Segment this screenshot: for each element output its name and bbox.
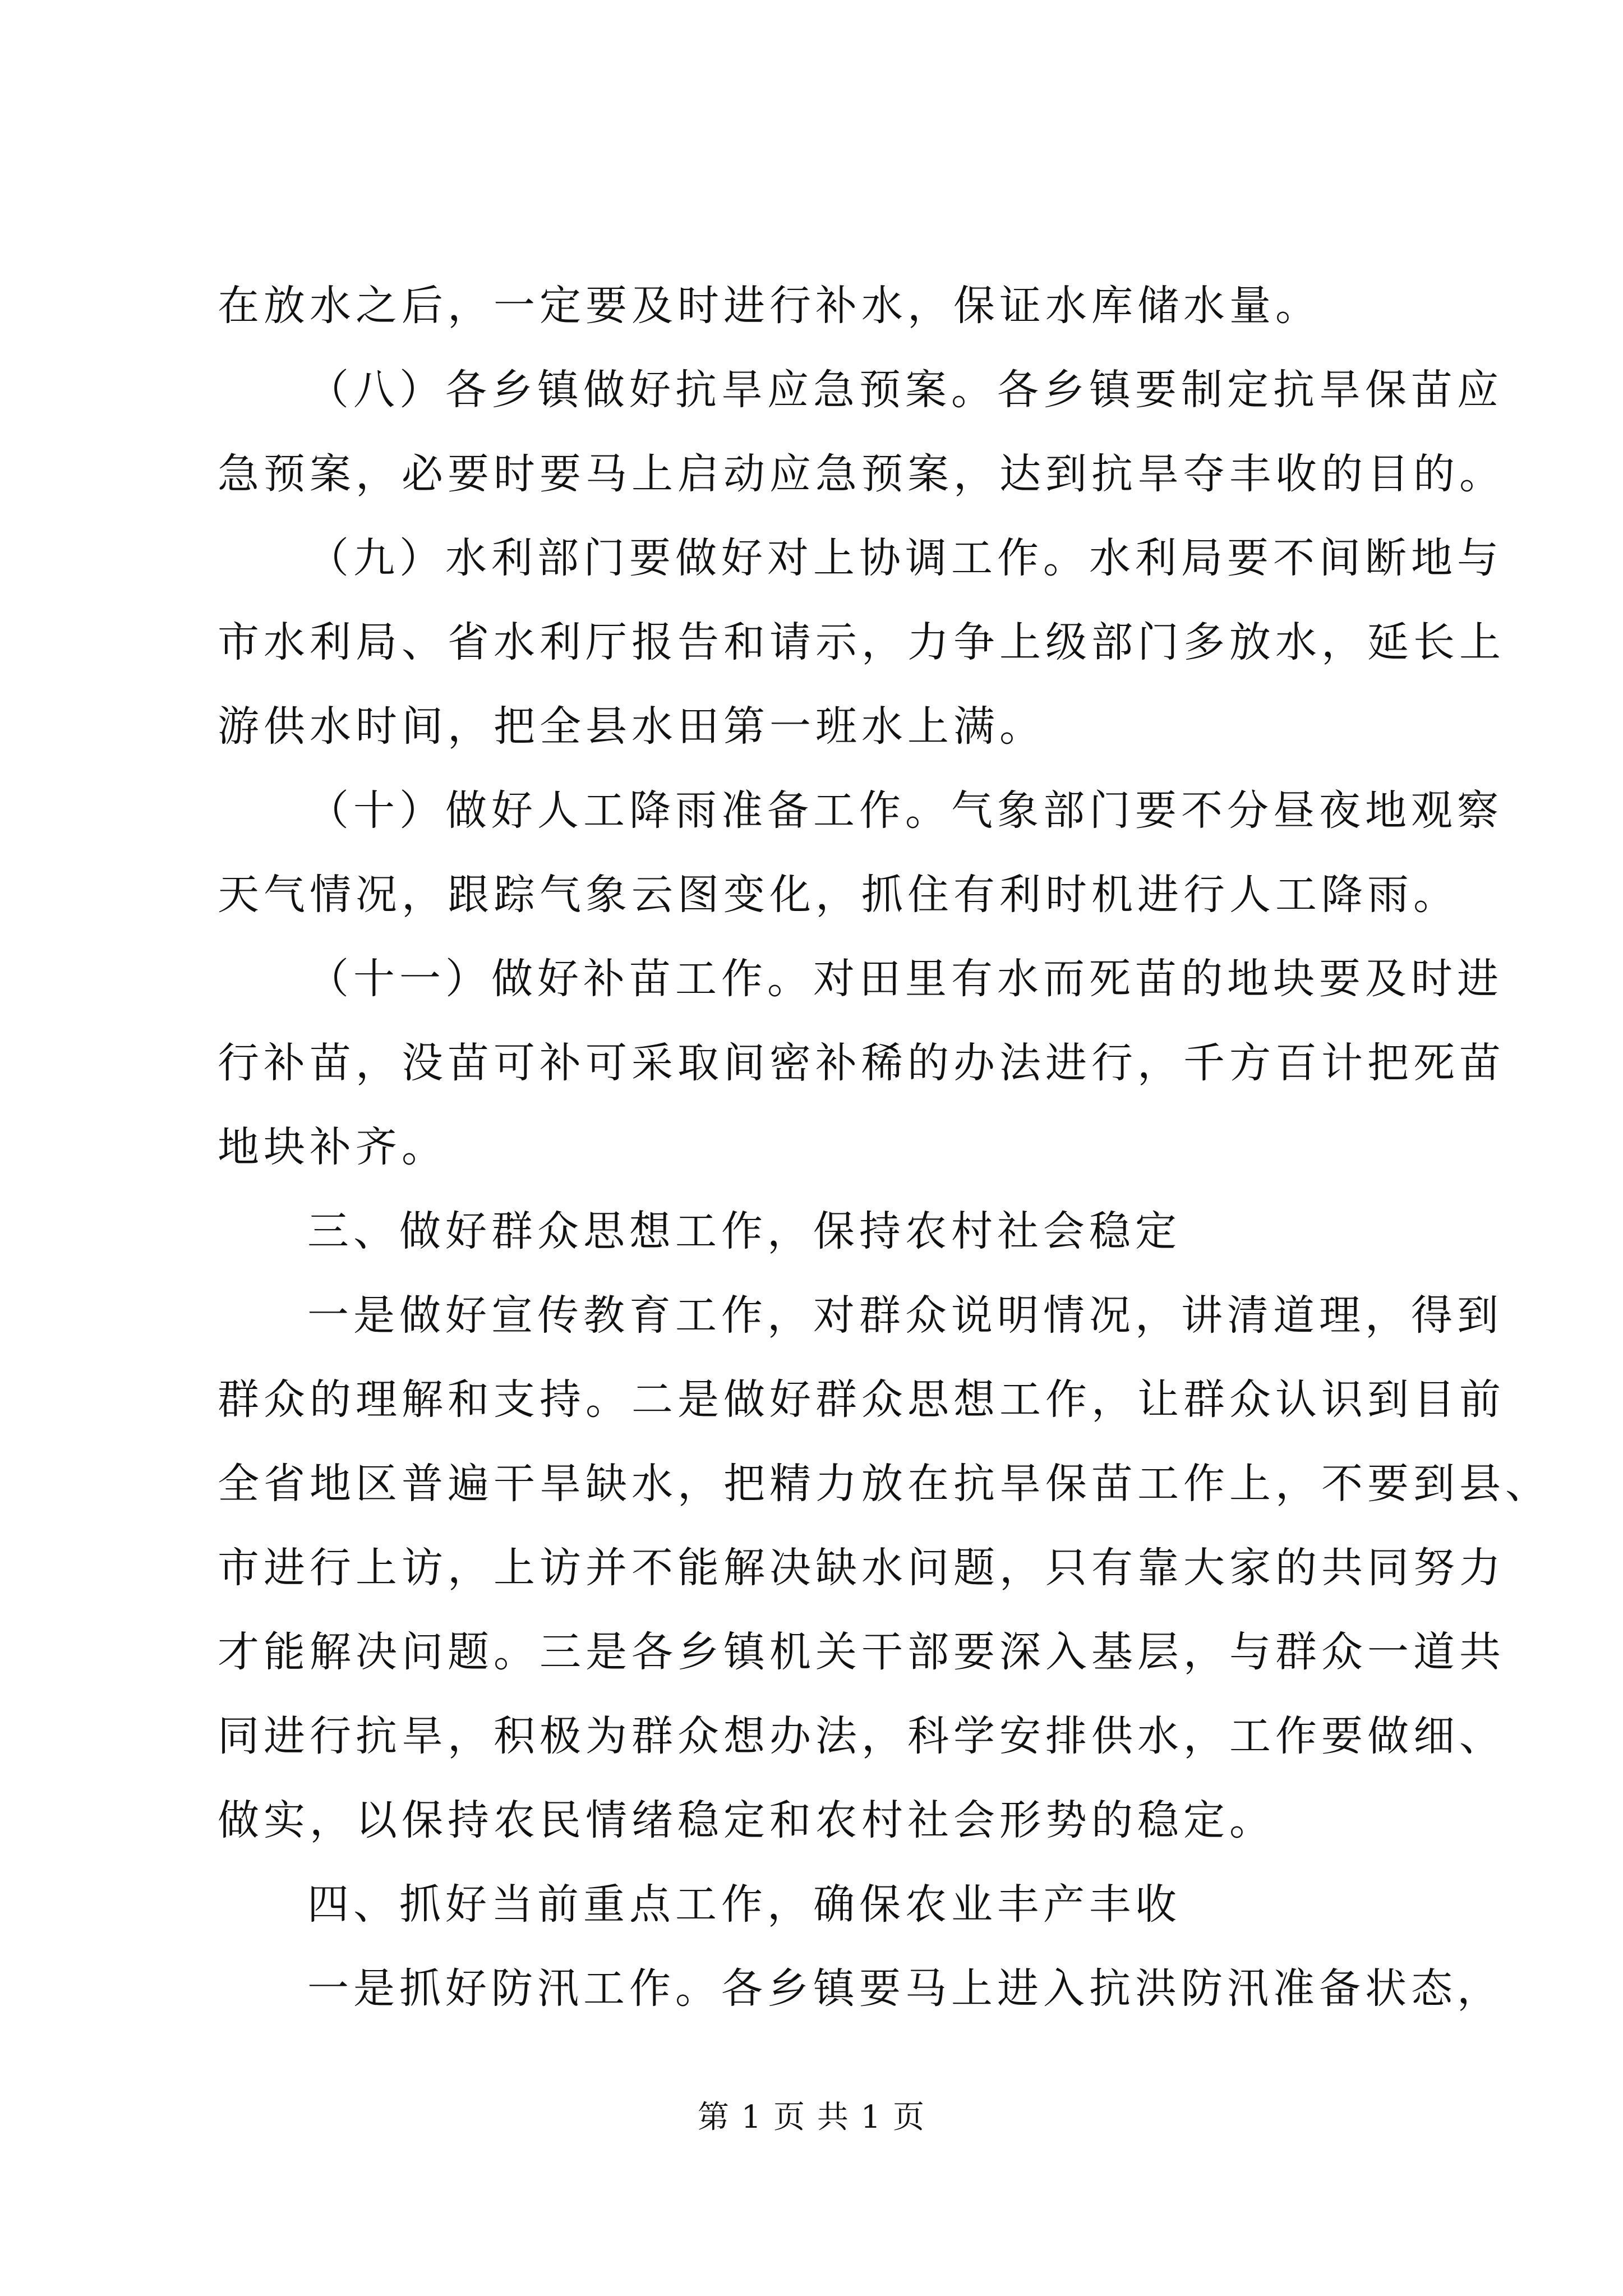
text-line-10: 行补苗，没苗可补可采取间密补稀的办法进行，千方百计把死苗 [218,1039,1505,1087]
text-line-6: 游供水时间，把全县水田第一班水上满。 [218,702,1045,751]
section-heading-3: 三、做好群众思想工作，保持农村社会稳定 [307,1207,1181,1255]
text-line-19: 做实，以保持农民情绪稳定和农村社会形势的稳定。 [218,1796,1275,1844]
text-line-15: 全省地区普遍干旱缺水，把精力放在抗旱保苗工作上，不要到县、 [218,1460,1551,1508]
text-line-4: （九）水利部门要做好对上协调工作。水利局要不间断地与 [307,534,1503,582]
text-line-17: 才能解决问题。三是各乡镇机关干部要深入基层，与群众一道共 [218,1628,1505,1676]
section-heading-4: 四、抓好当前重点工作，确保农业丰产丰收 [307,1880,1181,1929]
text-line-5: 市水利局、省水利厅报告和请示，力争上级部门多放水，延长上 [218,618,1505,666]
text-line-13: 一是做好宣传教育工作，对群众说明情况，讲清道理，得到 [307,1291,1503,1340]
text-line-16: 市进行上访，上访并不能解决缺水问题，只有靠大家的共同努力 [218,1544,1505,1592]
text-line-11: 地块补齐。 [218,1123,448,1171]
text-line-8: 天气情况，跟踪气象云图变化，抓住有利时机进行人工降雨。 [218,871,1459,919]
text-line-2: （八）各乡镇做好抗旱应急预案。各乡镇要制定抗旱保苗应 [307,366,1503,414]
text-line-14: 群众的理解和支持。二是做好群众思想工作，让群众认识到目前 [218,1375,1505,1424]
page-number-footer: 第 1 页 共 1 页 [697,2099,926,2136]
text-line-21: 一是抓好防汛工作。各乡镇要马上进入抗洪防汛准备状态， [307,1964,1503,2013]
text-line-9: （十一）做好补苗工作。对田里有水而死苗的地块要及时进 [307,955,1503,1003]
text-line-7: （十）做好人工降雨准备工作。气象部门要不分昼夜地观察 [307,786,1503,835]
text-line-3: 急预案，必要时要马上启动应急预案，达到抗旱夺丰收的目的。 [218,450,1505,498]
text-line-18: 同进行抗旱，积极为群众想办法，科学安排供水，工作要做细、 [218,1712,1505,1760]
text-line-1: 在放水之后，一定要及时进行补水，保证水库储水量。 [218,282,1321,330]
